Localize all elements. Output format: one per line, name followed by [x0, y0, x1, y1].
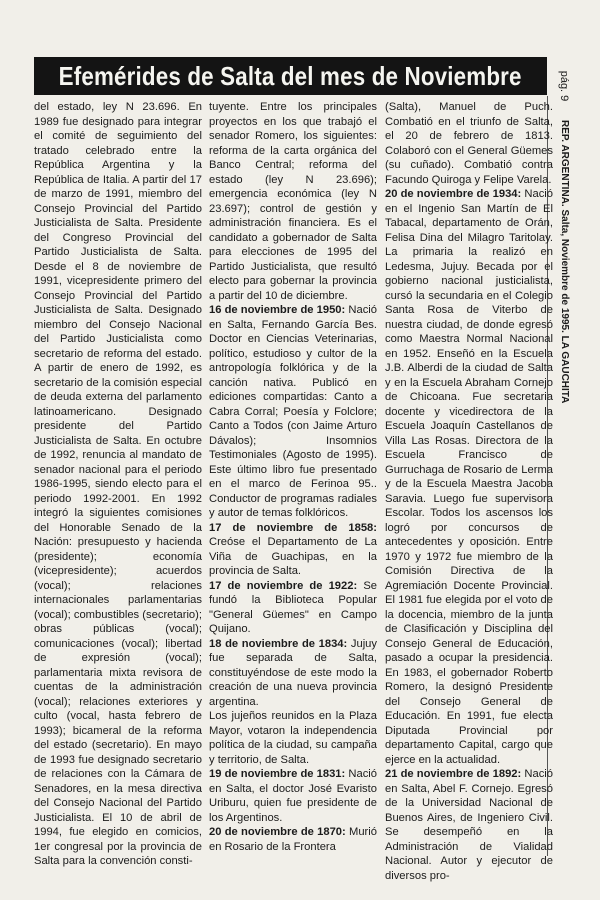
- running-header-text: REP. ARGENTINA. Salta, Noviembre de 1995. LA GAUCHITA: [559, 120, 570, 404]
- text-column-1: [34, 100, 202, 867]
- paragraph: [209, 709, 377, 767]
- entry-text: Se fundó la Biblioteca Popular "General Güemes" en Campo Quijano.: [209, 579, 377, 635]
- page-header-banner: [34, 57, 547, 95]
- entry-date: 18 de noviembre de 1834:: [209, 637, 348, 650]
- entry-text: Nació en el Ingenio San Martín de El Tabacal, departamento de Orán, Felisa Dina del Milagro Taritolay. La primaria la realizó en Ledesma, Jujuy. Becada por el gobierno nacional justicialista, cursó la secundaria en el Colegio Santa Rosa de Viterbo de nuestra ciudad, de donde egresó como Maestra Normal Nacional en 1952. Enseñó en la Escuela J.B. Alberdi de la ciudad de Salta y en la Escuela Abraham Cornejo de Chicoana. Fue secretaria docente y vicedirectora de la Escuela Joaquín Castellanos de Villa Las Rosas. Directora de la Escuela Francisco de Gurruchaga de Rosario de Lerma y de la Escuela Maestra Jacoba Saravia. Luego fue supervisora Escolar. Todos los ascensos los logró por concursos de antecedentes y oposición. Entre 1970 y 1972 fue miembro de la Comisión Directiva de la Agremiación Docente Provincial. El 1981 fue elegida por el voto de la docencia, miembro de la junta de Clasificación y Disciplina del Consejo General de Educación, pasado a ocupar la presidencia. En 1983, el gobernador Roberto Romero, la designó Presidente del Consejo General de Educación. En 1991, fue electa Diputada Provincial por departamento Capital, cargo que ejerce en la actualidad.: [385, 188, 553, 766]
- entry-date: 19 de noviembre de 1831:: [209, 768, 346, 780]
- page-title: Efemérides de Salta del mes de Noviembre: [59, 60, 522, 91]
- entry-date: 20 de noviembre de 1934:: [385, 188, 522, 200]
- page-number: pág. 9: [558, 70, 570, 102]
- entry-text: Nació en Salta, Fernando García Bes. Doctor en Ciencias Veterinarias, político, estudioso y cultor de la antropología folklórica y de la canción nativa. Publicó en ediciones compartidas: Canto a Cabra Corral; Poesía y Folclore; Canto a Todos (con Jaime Arturo Dávalos); Insomnios Testimoniales (Agosto de 1995). Este último libro fue presentado en el marco de Ferinoa 95.. Conductor de programas radiales y autor de temas folklóricos.: [209, 304, 377, 519]
- paragraph: [209, 303, 377, 521]
- text-column-3: [385, 100, 553, 882]
- entry-text: tuyente. Entre los principales proyectos en los que trabajó el senador Romero, los siguientes: reforma de la carta orgánica del Banco Central; reforma del estado (ley N 23.696); emergencia económica (ley N 23.697); control de gestión y administración financiera. Es el candidato a gobernador de Salta para elecciones de 1995 del Partido Justicialista, que resultó electo para gobernar la provincia a partir del 10 de diciembre.: [209, 101, 377, 302]
- paragraph: [209, 767, 377, 825]
- text-column-2: [209, 100, 377, 860]
- entry-text: Creóse el Departamento de La Viña de Guachipas, en la provincia de Salta.: [209, 536, 377, 577]
- entry-date: 16 de noviembre de 1950:: [209, 304, 346, 316]
- entry-date: 17 de noviembre de 1922:: [209, 579, 358, 592]
- entry-text: Los jujeños reunidos en la Plaza Mayor, votaron la independencia política de la ciudad, su campaña y territorio, de Salta.: [209, 710, 377, 766]
- paragraph: [209, 825, 377, 854]
- entry-text: Nació en Salta, Abel F. Cornejo. Egresó de la Universidad Nacional de Buenos Aires, de Ingeniero Civil. Se desempeñó en la Administración de Vialidad Nacional. Autor y ejecutor de diversos pro-: [385, 768, 553, 882]
- paragraph: [385, 767, 553, 883]
- entry-text: del estado, ley N 23.696. En 1989 fue designado para integrar el comité de seguimiento del tratado celebrado entre la República Argentina y la República de Italia. A partir del 17 de marzo de 1991, miembro del Consejo Provincial del Partido Justicialista de Salta. Presidente del Congreso Provincial del Partido Justicialista de Salta. Desde el 8 de noviembre de 1991, vicepresidente primero del Consejo Provincial del Partido Justicialista de Salta. Designado miembro del Consejo Nacional del Partido Justicialista como secretario de reforma del estado. A partir de enero de 1992, es secretario de la comisión especial de deuda externa del parlamento latinoamericano. Designado presidente del Partido Justicialista de Salta. En octubre de 1992, renuncia al mandato de senador nacional para el periodo 1986-1995, siendo electo para el periodo 1992-2001. En 1992 integró la siguientes comisiones del Honorable Senado de la Nación: presupuesto y hacienda (presidente); economía (vicepresidente); acuerdos (vocal); relaciones internacionales parlamentarias (vocal); combustibles (secretario); obras públicas (vocal); comunicaciones (vocal); libertad de expresión (vocal); parlamentaria mixta revisora de cuentas de la administración (vocal); relaciones exteriores y culto (vocal, hasta febrero de 1993); bicameral de la reforma del estado (secretario). En mayo de 1993 fue designado secretario de relaciones con la Cámara de Senadores, en la mesa directiva del Consejo Nacional del Partido Justicialista. El 10 de abril de 1994, fue elegido en comicios, 1er congresal por la provincia de Salta para la convención consti-: [34, 101, 202, 867]
- paragraph: [34, 100, 202, 869]
- entry-text: Nació en Salta, el doctor José Evaristo Uriburu, quien fue presidente de los Argentinos.: [209, 768, 377, 824]
- entry-text: Jujuy fue separada de Salta, constituyéndose de este modo la creación de una nueva provincia argentina.: [209, 637, 377, 708]
- entry-date: 17 de noviembre de 1858:: [209, 521, 377, 534]
- entry-text: Murió en Rosario de la Frontera: [209, 826, 377, 853]
- paragraph: [385, 100, 553, 187]
- paragraph: [385, 187, 553, 767]
- entry-date: 20 de noviembre de 1870:: [209, 826, 346, 838]
- side-running-header: [553, 62, 575, 852]
- entry-text: (Salta), Manuel de Puch. Combatió en el triunfo de Salta, el 20 de febrero de 1813. Colaboró con el General Güemes (su cuñado). Combatió contra Facundo Quiroga y Felipe Varela.: [385, 101, 553, 186]
- entry-date: 21 de noviembre de 1892:: [385, 768, 522, 780]
- paragraph: [209, 100, 377, 303]
- paragraph: [209, 521, 377, 579]
- paragraph: [209, 637, 377, 710]
- paragraph: [209, 579, 377, 637]
